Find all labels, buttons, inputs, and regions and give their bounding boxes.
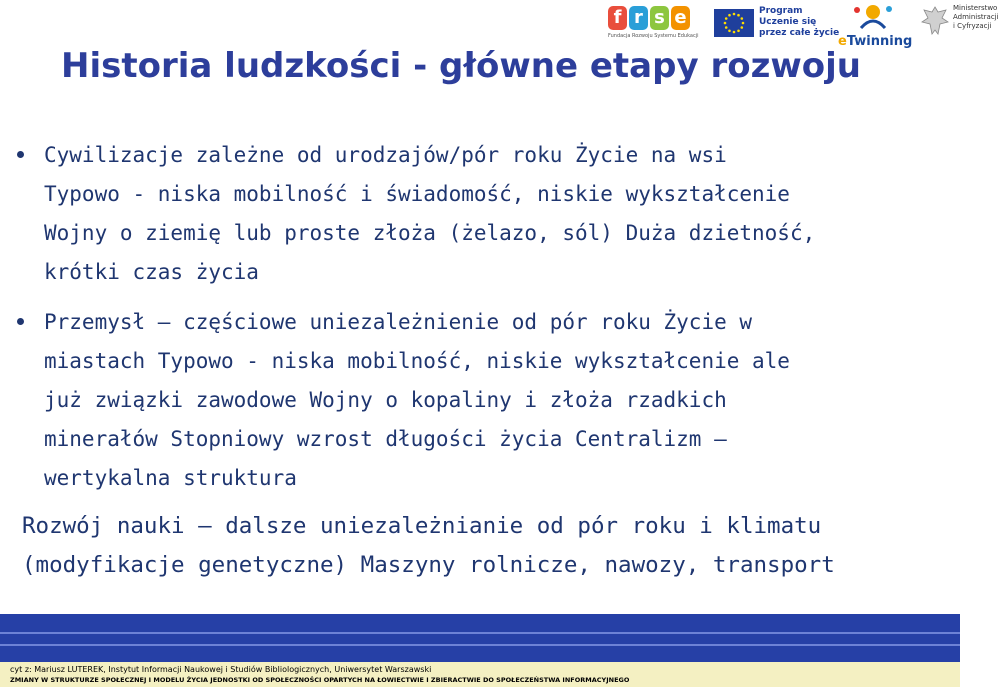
bullet-marker-2 (17, 318, 24, 325)
footer-band-line (0, 644, 960, 646)
bullet-1-line-2: Typowo - niska mobilność i świadomość, niskie wykształcenie (44, 182, 790, 206)
bullet-2-line-4: minerałów Stopniowy wzrost długości życia Centralizm – (44, 427, 727, 451)
eu-flag-icon (714, 9, 754, 37)
ministry-line-2: Administracji (953, 13, 999, 21)
etwinning-rest: Twinning (846, 34, 913, 49)
partner-logos (520, 0, 999, 52)
ministry-line-3: i Cyfryzacji (953, 22, 992, 30)
eu-program-line-1: Program (759, 6, 803, 16)
slide-title: Historia ludzkości - główne etapy rozwoju (61, 46, 861, 86)
eu-program-logo (714, 6, 839, 39)
etwinning-stars-icon (843, 2, 903, 32)
bullet-2-line-5: wertykalna struktura (44, 466, 297, 490)
ministry-logo (920, 4, 999, 38)
footer-subtitle: ZMIANY W STRUKTURZE SPOŁECZNEJ I MODELU ŻYCIA JEDNOSTKI OD SPOŁECZNOŚCI OPARTYCH NA ŁOWIECTWIE I ZBIERACTWIE DO SPOŁECZEŃSTWA INFORMACYJNEGO (10, 676, 630, 684)
frse-letter-f: f (608, 6, 627, 30)
ministry-line-1: Ministerstwo (953, 4, 998, 12)
eagle-emblem-icon (920, 4, 950, 38)
footer-band-line (0, 632, 960, 634)
bullet-marker-1 (17, 151, 24, 158)
eu-program-line-3: przez całe życie (759, 28, 840, 38)
plain-paragraph-line-1: Rozwój nauki – dalsze uniezależnianie od pór roku i klimatu (22, 513, 822, 539)
bullet-2-line-1: Przemysł – częściowe uniezależnienie od pór roku Życie w (44, 310, 753, 334)
frse-caption: Fundacja Rozwoju Systemu Edukacji (608, 33, 699, 39)
frse-letter-s: s (650, 6, 669, 30)
footer-band (0, 614, 960, 662)
bullet-1-line-4: krótki czas życia (44, 260, 259, 284)
footer (0, 662, 960, 687)
bullet-2 (44, 303, 790, 498)
footer-citation: cyt z: Mariusz LUTEREK, Instytut Informacji Naukowej i Studiów Bibliologicznych, Uniwersytet Warszawski (10, 665, 432, 674)
bullet-1 (44, 136, 815, 292)
plain-paragraph (22, 507, 835, 585)
eu-program-line-2: Uczenie się (759, 17, 817, 27)
frse-logo (608, 6, 699, 39)
frse-letter-e: e (671, 6, 690, 30)
bullet-1-line-1: Cywilizacje zależne od urodzajów/pór roku Życie na wsi (44, 143, 727, 167)
etwinning-logo (838, 2, 913, 49)
bullet-1-line-3: Wojny o ziemię lub proste złoża (żelazo, sól) Duża dzietność, (44, 221, 816, 245)
bullet-2-line-3: już związki zawodowe Wojny o kopaliny i złoża rzadkich (44, 388, 727, 412)
frse-letter-r: r (629, 6, 648, 30)
etwinning-e: e (838, 34, 847, 49)
bullet-2-line-2: miastach Typowo - niska mobilność, niskie wykształcenie ale (44, 349, 790, 373)
plain-paragraph-line-2: (modyfikacje genetyczne) Maszyny rolnicze, nawozy, transport (22, 552, 835, 578)
